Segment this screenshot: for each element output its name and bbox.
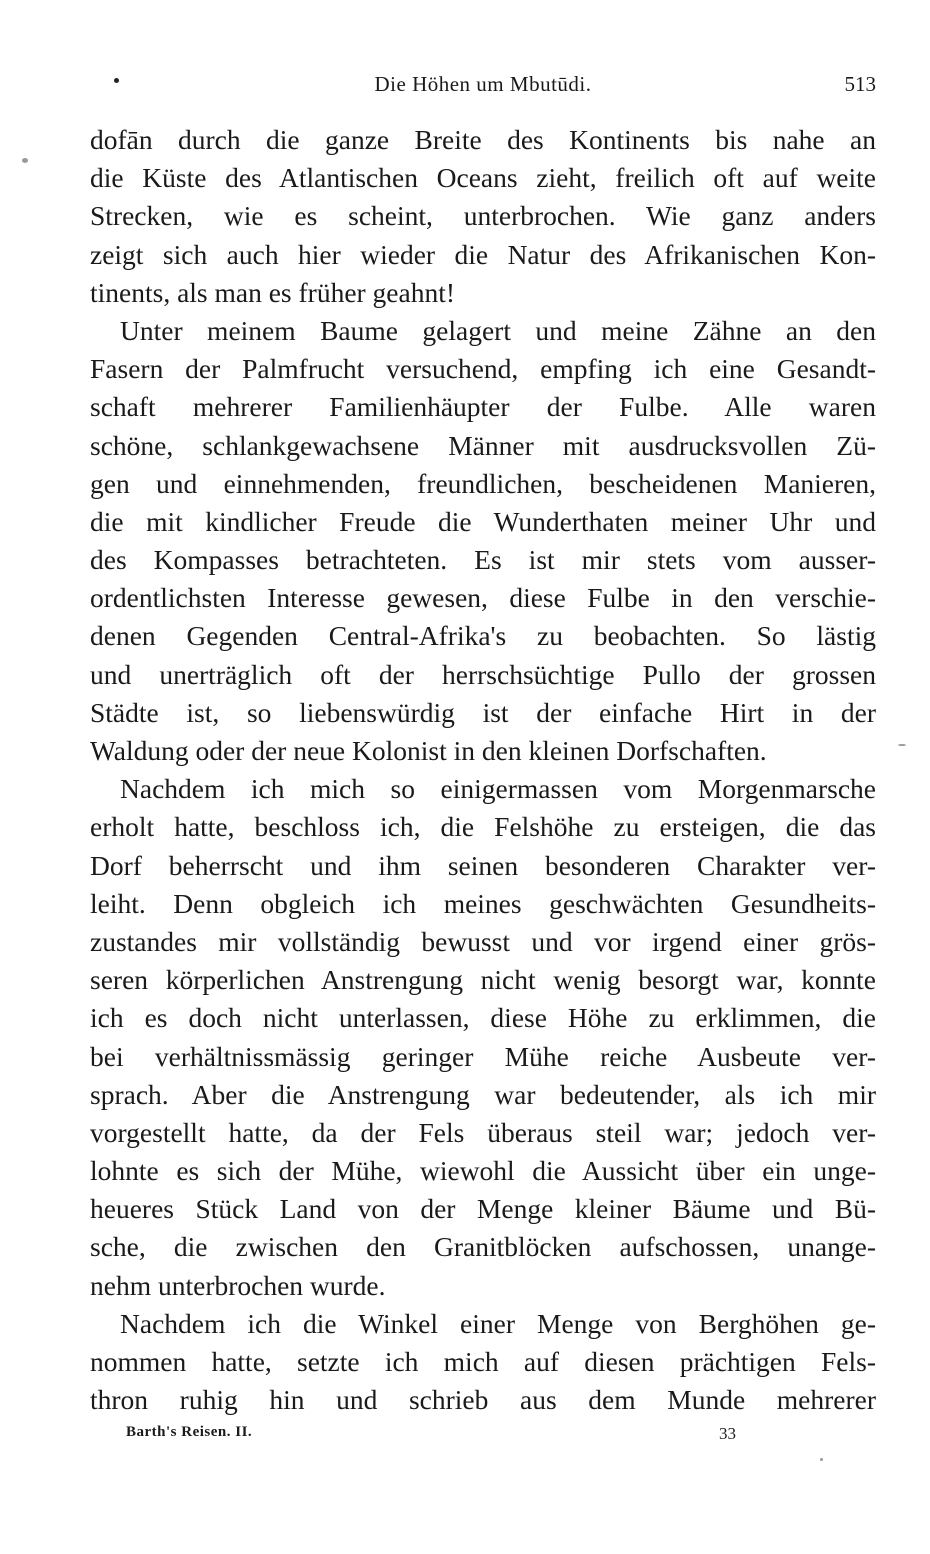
text-line: die mit kindlicher Freude die Wunderthaten meiner Uhr und: [90, 505, 876, 537]
text-line: dofān durch die ganze Breite des Kontinents bis nahe an: [90, 124, 876, 155]
page-footer: [126, 1424, 736, 1448]
text-line: seren körperlichen Anstrengung nicht wenig besorgt war, konnte: [90, 964, 876, 996]
text-line: vorgestellt hatte, da der Fels überaus steil war; jedoch ver-: [90, 1116, 876, 1148]
text-line: ordentlichsten Interesse gewesen, diese Fulbe in den verschie-: [90, 582, 876, 614]
paragraph: [90, 121, 876, 312]
signature-mark: Barth's Reisen. II.: [126, 1424, 253, 1440]
running-head: [90, 72, 876, 100]
text-line: Strecken, wie es scheint, unterbrochen. Wie ganz anders: [90, 200, 876, 232]
text-line: bei verhältnissmässig geringer Mühe reiche Ausbeute ver-: [90, 1040, 876, 1072]
text-line: gen und einnehmenden, freundlichen, bescheidenen Manieren,: [90, 467, 876, 499]
text-line: sprach. Aber die Anstrengung war bedeutender, als ich mir: [90, 1078, 876, 1110]
text-line: schaft mehrerer Familienhäupter der Fulbe. Alle waren: [90, 391, 876, 423]
text-line: Städte ist, so liebenswürdig ist der einfache Hirt in der: [90, 696, 876, 728]
running-head-title: Die Höhen um Mbutūdi.: [374, 72, 592, 96]
text-line: zeigt sich auch hier wieder die Natur des Afrikanischen Kon-: [90, 238, 876, 270]
paper-speck: [22, 158, 28, 163]
paragraph: [90, 1305, 876, 1420]
sheet-number: 33: [719, 1424, 736, 1443]
text-line: schöne, schlankgewachsene Männer mit ausdrucksvollen Zü-: [90, 429, 876, 461]
text-line: nommen hatte, setzte ich mich auf diesen prächtigen Fels-: [90, 1346, 876, 1377]
paper-speck: [898, 744, 906, 746]
text-line: Fasern der Palmfrucht versuchend, empfing ich eine Gesandt-: [90, 353, 876, 385]
text-line: Unter meinem Baume gelagert und meine Zähne an den: [120, 314, 876, 346]
text-line: Dorf beherrscht und ihm seinen besonderen Charakter ver-: [90, 849, 876, 881]
text-line: denen Gegenden Central-Afrika's zu beobachten. So lästig: [90, 620, 876, 652]
text-line: ich es doch nicht unterlassen, diese Höhe zu erklimmen, die: [90, 1002, 876, 1034]
paper-speck: [820, 1458, 823, 1461]
paragraph: [90, 312, 876, 770]
text-line: tinents, als man es früher geahnt!: [90, 276, 456, 308]
paragraph: [90, 770, 876, 1305]
text-line: lohnte es sich der Mühe, wiewohl die Aussicht über ein unge-: [90, 1155, 876, 1187]
text-line: thron ruhig hin und schrieb aus dem Munde mehrerer: [90, 1384, 876, 1416]
text-line: leiht. Denn obgleich ich meines geschwächten Gesundheits-: [90, 887, 876, 919]
text-line: zustandes mir vollständig bewusst und vor irgend einer grös-: [90, 925, 876, 957]
text-line: Waldung oder der neue Kolonist in den kleinen Dorfschaften.: [90, 735, 767, 766]
text-line: erholt hatte, beschloss ich, die Felshöhe zu ersteigen, die das: [90, 811, 876, 843]
text-line: heueres Stück Land von der Menge kleiner Bäume und Bü-: [90, 1193, 876, 1225]
text-line: die Küste des Atlantischen Oceans zieht, freilich oft auf weite: [90, 162, 876, 194]
text-line: Nachdem ich mich so einigermassen vom Morgenmarsche: [120, 773, 876, 805]
text-line: Nachdem ich die Winkel einer Menge von Berghöhen ge-: [120, 1307, 876, 1339]
text-line: des Kompasses betrachteten. Es ist mir stets vom ausser-: [90, 544, 876, 576]
text-line: sche, die zwischen den Granitblöcken aufschossen, unange-: [90, 1231, 876, 1263]
text-line: und unerträglich oft der herrschsüchtige Pullo der grossen: [90, 658, 876, 690]
page-number: 513: [844, 72, 876, 96]
body-text: [90, 121, 876, 1419]
text-line: nehm unterbrochen wurde.: [90, 1269, 386, 1301]
